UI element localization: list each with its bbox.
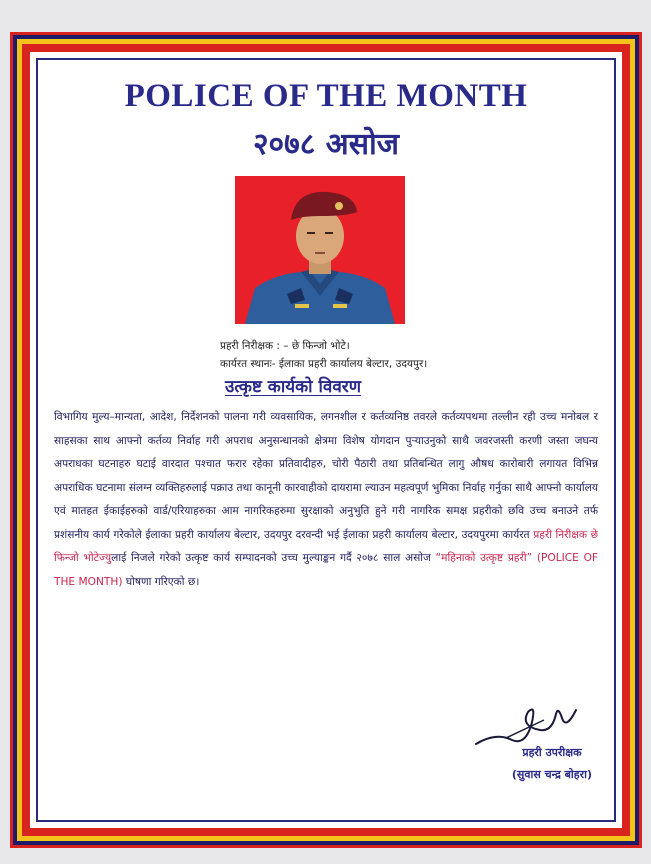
page-title: POLICE OF THE MONTH [124, 78, 528, 114]
officer-info [220, 337, 427, 373]
citation-text-part2: लाई निजले गरेको उत्कृष्ट कार्य सम्पादनको उच्च मुल्याङ्कन गर्दै २०७८ साल असोज [111, 552, 436, 564]
citation-text-part1: विभागिय मुल्य–मान्यता, आदेश, निर्देशनको पालना गरी व्यवसायिक, लगनशील र कर्तव्यनिष्ठ तवरले कर्तव्यपथमा तल्लीन रही उच्च मनोबल र साहसका साथ आफ्नो कर्तव्य निर्वाह गरी अपराध अनुसन्धानको क्षेत्रमा विशेष योगदान पुऱ्याउनुको साथै जवरजस्ती करणी जस्ता जघन्य अपराधका घटनाहरु घटाई वारदात पश्चात फरार रहेका प्रतिवादीहरु, चोरी पैठारी तथा प्रतिबन्धित लागु औषध कारोबारी लगायत विभिन्न अपराधिक घटनामा संलग्न व्यक्तिहरुलाई पक्राउ तथा कानूनी कारवाहीको दायरामा ल्याउन महत्वपूर्ण भुमिका निर्वाह गर्नुका साथै आफ्नो कार्यालय एवं मातहत ईकाईहरुको वार्ड/एरियाहरुका आम नागरिकहरुमा सुरक्षाको अनुभुति हुने गरी नागरिक समक्ष प्रहरीको छवि उच्च बनाउने तर्फ प्रशंसनीय कार्य गरेकोले ईलाका प्रहरी कार्यालय बेल्टार, उदयपुर दरवन्दी भई ईलाका प्रहरी कार्यालय बेल्टार, उदयपुरमा कार्यरत [54, 411, 598, 541]
officer-location: कार्यरत स्थानः- ईलाका प्रहरी कार्यालय बेल्टार, उदयपुर। [220, 358, 428, 370]
signer-name: (सुवास चन्द्र बोहरा) [511, 768, 592, 781]
officer-photo [235, 176, 405, 324]
section-title: उत्कृष्ट कार्यको विवरण [225, 377, 362, 397]
citation-text-part3: घोषणा गरिएको छ। [122, 575, 200, 588]
certificate-frame [22, 44, 630, 836]
citation-body [54, 406, 598, 594]
page-subtitle: २०७८ असोज [252, 127, 400, 162]
officer-portrait-icon [235, 176, 405, 324]
signer-title: प्रहरी उपरीक्षक [522, 746, 582, 759]
citation-award-title: “महिनाको उत्कृष्ट प्रहरी” (POLICE OF THE MONTH) [54, 552, 599, 588]
officer-rank-name: प्रहरी निरीक्षक : – छे फिन्जो भोटे। [220, 340, 350, 352]
signer-block [512, 742, 592, 786]
citation-officer-name: प्रहरी निरीक्षक छे फिन्जो भोटेज्यु [54, 528, 598, 564]
